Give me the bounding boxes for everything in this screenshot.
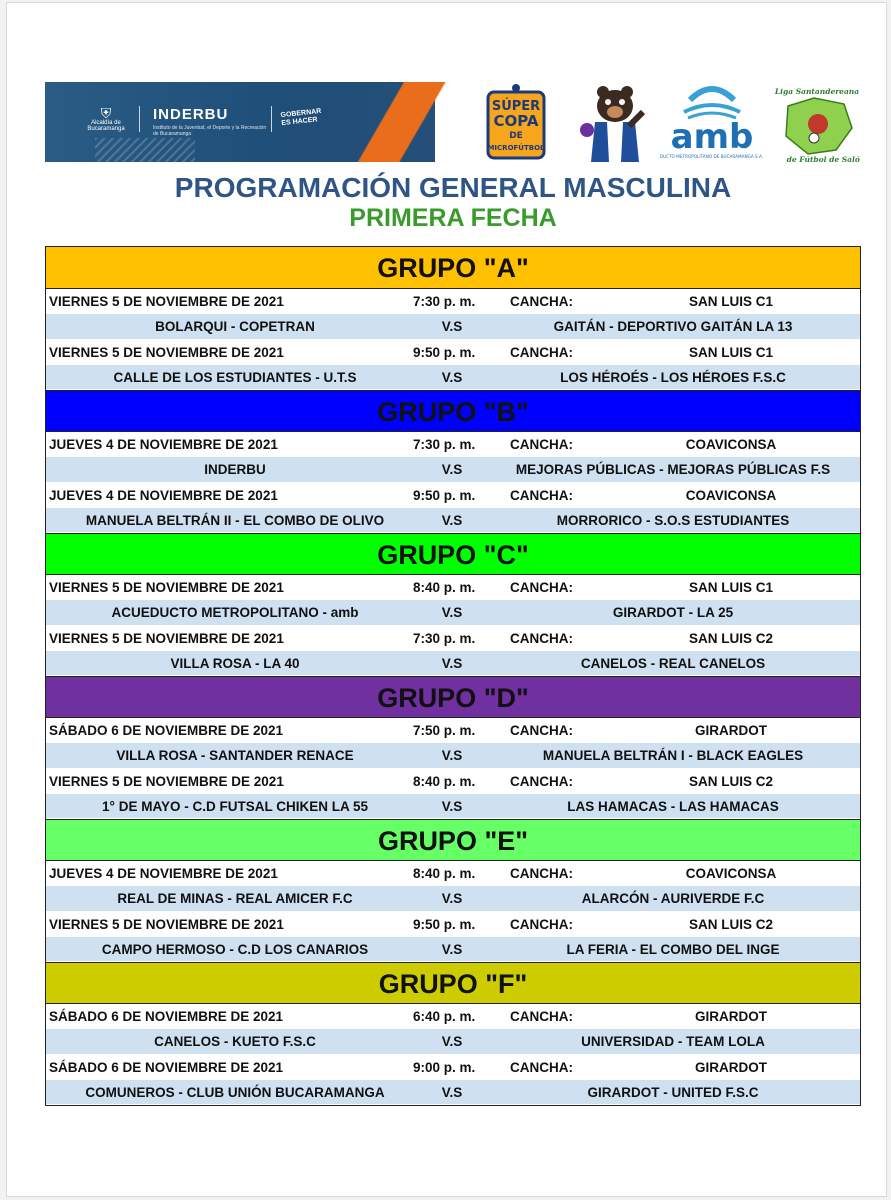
match-time: 9:50 p. m. — [413, 916, 476, 932]
match-venue: SAN LUIS C2 — [688, 630, 773, 646]
versus-label: V.S — [441, 941, 463, 957]
home-team: CALLE DE LOS ESTUDIANTES - U.T.S — [113, 369, 357, 385]
crest-label: Alcaldía de Bucaramanga — [87, 120, 125, 132]
group-section — [46, 819, 860, 962]
home-team: INDERBU — [204, 462, 266, 478]
away-team: MEJORAS PÚBLICAS - MEJORAS PÚBLICAS F.S — [515, 462, 831, 478]
group-header: GRUPO "B" — [46, 390, 860, 432]
match-info-row — [46, 289, 860, 314]
schedule-table — [45, 246, 861, 1106]
match-teams-row — [46, 743, 860, 768]
match-date: JUEVES 4 DE NOVIEMBRE DE 2021 — [49, 866, 278, 881]
away-team: GIRARDOT - UNITED F.S.C — [587, 1084, 759, 1100]
versus-label: V.S — [441, 1034, 463, 1050]
match-date: VIERNES 5 DE NOVIEMBRE DE 2021 — [49, 580, 284, 595]
match-time: 7:50 p. m. — [413, 723, 476, 738]
match-info-row — [46, 483, 860, 508]
banner-orange-stripe — [345, 82, 465, 162]
supercopa-logo — [482, 82, 550, 162]
group-header: GRUPO "F" — [46, 962, 860, 1004]
match-info-row — [46, 769, 860, 794]
versus-label: V.S — [441, 462, 463, 478]
liga-text-2: de Fútbol de Salón — [786, 155, 860, 164]
match-venue: GIRARDOT — [695, 723, 767, 738]
supercopa-text-3: DE — [509, 131, 523, 141]
match-teams-row — [46, 508, 860, 533]
match-venue: GIRARDOT — [695, 1009, 767, 1024]
home-team: VILLA ROSA - SANTANDER RENACE — [116, 748, 354, 764]
match-date: VIERNES 5 DE NOVIEMBRE DE 2021 — [49, 916, 284, 932]
versus-label: V.S — [441, 369, 463, 385]
match-date: VIERNES 5 DE NOVIEMBRE DE 2021 — [49, 630, 284, 646]
match-date: VIERNES 5 DE NOVIEMBRE DE 2021 — [49, 773, 284, 789]
match-venue: COAVICONSA — [685, 866, 777, 881]
away-team: GAITÁN - DEPORTIVO GAITÁN LA 13 — [553, 319, 793, 335]
match-teams-row — [46, 794, 860, 819]
home-team: 1° DE MAYO - C.D FUTSAL CHIKEN LA 55 — [102, 798, 368, 814]
supercopa-text-2: COPA — [493, 112, 539, 130]
match-info-row — [46, 575, 860, 600]
gobernar-logo: GOBERNAR ES HACER — [280, 107, 322, 128]
supercopa-text-4: MICROFÚTBOL — [487, 144, 545, 152]
match-info-row — [46, 912, 860, 937]
page-subtitle: PRIMERA FECHA — [349, 204, 557, 232]
home-team: VILLA ROSA - LA 40 — [170, 655, 300, 671]
cancha-label: CANCHA: — [510, 773, 573, 789]
away-team: UNIVERSIDAD - TEAM LOLA — [581, 1034, 765, 1050]
match-venue: SAN LUIS C1 — [688, 344, 773, 360]
away-team: LAS HAMACAS - LAS HAMACAS — [567, 798, 779, 814]
versus-label: V.S — [441, 655, 463, 671]
inderbu-subtitle: Instituto de la Juventud, el Deporte y la Recreación de Bucaramanga — [153, 125, 267, 137]
away-team: ALARCÓN - AURIVERDE F.C — [581, 891, 765, 907]
home-team: ACUEDUCTO METROPOLITANO - amb — [111, 605, 359, 621]
cancha-label: CANCHA: — [510, 630, 573, 646]
match-time: 7:30 p. m. — [413, 630, 476, 646]
versus-label: V.S — [441, 319, 463, 335]
match-info-row — [46, 861, 860, 886]
banner-divider — [139, 106, 140, 132]
match-info-row — [46, 340, 860, 365]
match-teams-row — [46, 886, 860, 911]
match-teams-row — [46, 600, 860, 625]
match-info-row — [46, 1055, 860, 1080]
group-section — [46, 533, 860, 676]
group-section — [46, 390, 860, 533]
banner-pattern — [95, 138, 195, 162]
home-team: BOLARQUI - COPETRAN — [155, 319, 315, 335]
versus-label: V.S — [441, 605, 463, 621]
match-venue: GIRARDOT — [695, 1059, 767, 1075]
group-section — [46, 247, 860, 390]
match-info-row — [46, 432, 860, 457]
match-teams-row — [46, 651, 860, 676]
match-info-row — [46, 1004, 860, 1029]
cancha-label: CANCHA: — [510, 437, 573, 452]
match-time: 9:50 p. m. — [413, 344, 476, 360]
inderbu-banner — [45, 82, 463, 162]
match-time: 6:40 p. m. — [413, 1009, 476, 1024]
match-date: JUEVES 4 DE NOVIEMBRE DE 2021 — [49, 437, 278, 452]
away-team: LOS HÉROÉS - LOS HÉROES F.S.C — [560, 369, 786, 385]
match-info-row — [46, 718, 860, 743]
match-time: 7:30 p. m. — [413, 294, 476, 309]
cancha-label: CANCHA: — [510, 344, 573, 360]
away-team: LA FERIA - EL COMBO DEL INGE — [566, 941, 780, 957]
match-date: VIERNES 5 DE NOVIEMBRE DE 2021 — [49, 294, 284, 309]
cancha-label: CANCHA: — [510, 487, 573, 503]
match-teams-row — [46, 314, 860, 339]
versus-label: V.S — [441, 748, 463, 764]
versus-label: V.S — [441, 1084, 463, 1100]
crest-icon: ⛨ — [100, 105, 112, 121]
group-section — [46, 676, 860, 819]
away-team: CANELOS - REAL CANELOS — [580, 655, 766, 671]
group-section — [46, 962, 860, 1105]
match-date: SÁBADO 6 DE NOVIEMBRE DE 2021 — [49, 1009, 284, 1024]
cancha-label: CANCHA: — [510, 1059, 573, 1075]
liga-santandereana-logo — [774, 84, 860, 164]
match-date: SÁBADO 6 DE NOVIEMBRE DE 2021 — [49, 1059, 284, 1075]
match-teams-row — [46, 1080, 860, 1105]
group-header: GRUPO "D" — [46, 676, 860, 718]
home-team: MANUELA BELTRÁN II - EL COMBO DE OLIVO — [85, 512, 385, 528]
amb-logo — [660, 82, 764, 168]
home-team: CAMPO HERMOSO - C.D LOS CANARIOS — [101, 941, 369, 957]
match-date: SÁBADO 6 DE NOVIEMBRE DE 2021 — [49, 723, 284, 738]
match-venue: SAN LUIS C2 — [688, 916, 773, 932]
banner-divider — [271, 106, 272, 132]
group-header: GRUPO "C" — [46, 533, 860, 575]
match-teams-row — [46, 1029, 860, 1054]
match-venue: SAN LUIS C1 — [688, 294, 773, 309]
liga-text-1: Liga Santandereana — [774, 87, 860, 96]
inderbu-logo-text: INDERBU — [153, 106, 229, 123]
group-header: GRUPO "E" — [46, 819, 860, 861]
amb-text: amb — [670, 117, 754, 157]
cancha-label: CANCHA: — [510, 580, 573, 595]
supercopa-text-1: SÚPER — [491, 99, 541, 114]
cancha-label: CANCHA: — [510, 916, 573, 932]
match-info-row — [46, 626, 860, 651]
versus-label: V.S — [441, 891, 463, 907]
match-teams-row — [46, 365, 860, 390]
match-teams-row — [46, 457, 860, 482]
page-title: PROGRAMACIÓN GENERAL MASCULINA — [174, 172, 732, 203]
versus-label: V.S — [441, 512, 463, 528]
cancha-label: CANCHA: — [510, 866, 573, 881]
home-team: COMUNEROS - CLUB UNIÓN BUCARAMANGA — [85, 1084, 385, 1100]
match-venue: SAN LUIS C2 — [688, 773, 773, 789]
match-venue: SAN LUIS C1 — [688, 580, 773, 595]
match-time: 8:40 p. m. — [413, 866, 476, 881]
away-team: GIRARDOT - LA 25 — [612, 605, 734, 621]
cancha-label: CANCHA: — [510, 1009, 573, 1024]
away-team: MORRORICO - S.O.S ESTUDIANTES — [556, 512, 790, 528]
cancha-label: CANCHA: — [510, 723, 573, 738]
home-team: CANELOS - KUETO F.S.C — [154, 1034, 316, 1050]
versus-label: V.S — [441, 798, 463, 814]
alcaldia-crest — [81, 106, 131, 138]
match-time: 9:00 p. m. — [413, 1059, 476, 1075]
match-time: 7:30 p. m. — [413, 437, 476, 452]
match-time: 8:40 p. m. — [413, 773, 476, 789]
away-team: MANUELA BELTRÁN I - BLACK EAGLES — [542, 748, 804, 764]
match-time: 8:40 p. m. — [413, 580, 476, 595]
match-date: VIERNES 5 DE NOVIEMBRE DE 2021 — [49, 344, 284, 360]
match-date: JUEVES 4 DE NOVIEMBRE DE 2021 — [49, 487, 278, 503]
match-venue: COAVICONSA — [685, 437, 777, 452]
match-venue: COAVICONSA — [685, 487, 777, 503]
home-team: REAL DE MINAS - REAL AMICER F.C — [117, 891, 353, 907]
cancha-label: CANCHA: — [510, 294, 573, 309]
match-time: 9:50 p. m. — [413, 487, 476, 503]
amb-subtitle: DUCTO METROPOLITANO DE BUCARAMANGA S.A. — [660, 154, 764, 159]
match-teams-row — [46, 937, 860, 962]
group-header: GRUPO "A" — [46, 247, 860, 289]
bear-mascot-logo — [577, 82, 649, 164]
